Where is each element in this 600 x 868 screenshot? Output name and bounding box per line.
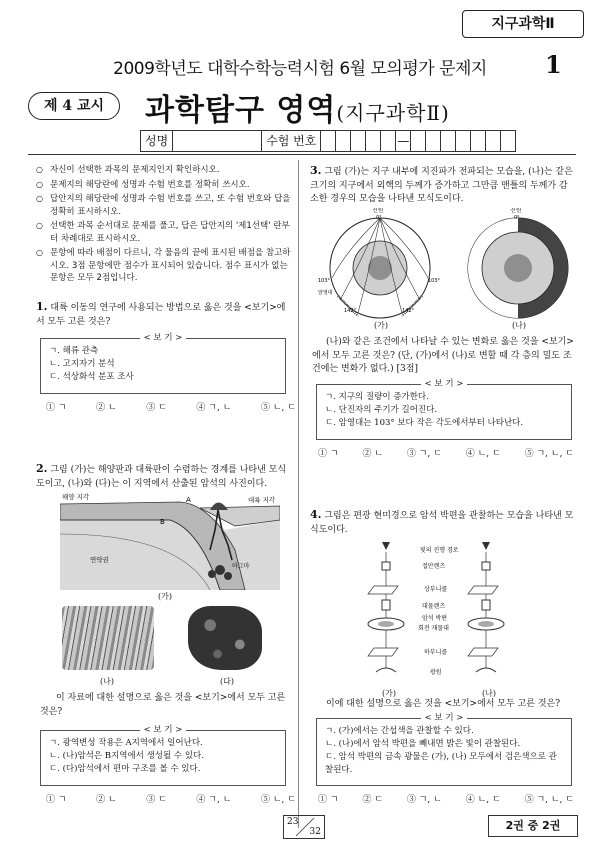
bogi-item: ㄱ. (가)에서는 간섭색을 관찰할 수 있다. [325,726,474,736]
exam-number-label: 수험 번호 [262,131,321,151]
notice-item: ○ 문제지의 해당란에 성명과 수험 번호를 정확히 쓰시오. [36,179,294,192]
question-number: 1. [36,300,48,313]
label-shadow-zone: 암영대 [318,290,333,296]
subject-tag: 지구과학Ⅱ [462,10,584,38]
figure-caption: (나) [100,677,114,686]
label-142-left: 142° [344,308,357,314]
bogi-box [40,333,286,394]
figure-caption: (나) [512,321,526,330]
column-divider [298,160,299,828]
rock-photo-gneiss [62,606,154,670]
question-number: 4. [310,508,322,521]
bogi-title: < 보 기 > [140,725,187,735]
rock-photo-basalt [188,606,262,670]
choice[interactable]: ② ㄴ [96,795,117,805]
choice[interactable]: ② ㄴ [362,449,383,459]
main-title-text: 과학탐구 영역 [145,93,337,128]
choice[interactable]: ④ ㄴ, ㄷ [465,449,501,459]
label-103-right: 103° [428,278,441,284]
name-and-number-row [140,130,516,152]
bogi-item: ㄱ. 지구의 질량이 증가한다. [325,392,429,402]
question-4 [310,508,574,537]
bogi-item: ㄷ. 암영대는 103° 보다 작은 각도에서부터 나타난다. [325,418,524,428]
choice[interactable]: ① ㄱ [46,795,67,805]
label-objective: 대물렌즈 [422,603,446,610]
main-title [145,85,450,129]
label-continent-crust: 대륙 지각 [248,496,276,504]
subduction-diagram [60,490,280,590]
label-zero-degree: 0° [376,215,382,221]
label-eyepiece: 접안렌즈 [422,563,446,570]
choice[interactable]: ④ ㄴ, ㄷ [465,795,501,805]
label-upper-nicol: 상부니콜 [424,586,448,593]
choice[interactable]: ① ㄱ [318,795,339,805]
figure-caption: (가) [374,321,388,330]
page-number: 1 [545,50,562,79]
number-box [441,131,456,151]
period-badge: 제 4 교시 [28,92,120,120]
choice[interactable]: ③ ㄷ [146,403,167,413]
notice-item: ○ 답안지의 해당란에 성명과 수험 번호를 쓰고, 또 수험 번호와 답을 정확히 표시하시오. [36,193,294,218]
figure-caption: (다) [220,677,234,686]
bogi-box [316,713,572,786]
answer-choices [318,446,574,459]
question-text: 이에 대한 설명으로 옳은 것을 <보기>에서 모두 고른 것은? [326,699,561,709]
number-box [336,131,351,151]
bogi-box [40,725,286,786]
choice[interactable]: ④ ㄱ, ㄴ [196,403,232,413]
label-lower-nicol: 하부니콜 [424,649,448,656]
question-text: (나)와 같은 조건에서 나타날 수 있는 변화로 옳은 것을 <보기>에서 모두 고른 것은? (단, (가)에서 (나)로 변할 때 각 층의 밀도 조건에는 변화가 없다.) [3점] [312,337,574,374]
bogi-item: ㄴ. 단진자의 주기가 길어진다. [325,405,438,415]
choice[interactable]: ⑤ ㄱ, ㄴ, ㄷ [524,449,574,459]
label-a: A [186,496,191,504]
choice[interactable]: ⑤ ㄴ, ㄷ [260,403,296,413]
number-dash: — [396,131,411,151]
main-title-sub: (지구과학Ⅱ) [336,101,450,125]
label-stage: 회전 재물대 [418,625,449,632]
number-box [321,131,336,151]
bogi-item: ㄷ. 석상화석 분포 조사 [49,372,134,382]
figure-caption: (나) [482,689,496,698]
label-epicenter: 진원 [510,208,522,214]
number-box [351,131,366,151]
bogi-item: ㄱ. 해류 관측 [49,346,99,356]
question-1 [36,300,292,329]
label-103-left: 103° [318,278,331,284]
question-number: 3. [310,164,322,177]
answer-choices [46,400,296,413]
choice[interactable]: ① ㄱ [318,449,339,459]
figure-caption: (가) [158,592,172,601]
number-box [486,131,501,151]
choice[interactable]: ③ ㄱ, ㄴ [406,795,442,805]
choice[interactable]: ① ㄱ [46,403,67,413]
name-field [173,131,262,151]
question-text: 대륙 이동의 연구에 사용되는 방법으로 옳은 것을 <보기>에서 모두 고른 것은? [36,303,286,327]
bogi-title: < 보 기 > [421,713,468,723]
choice[interactable]: ② ㄷ [362,795,383,805]
bogi-item: ㄴ. (나)암석은 B지역에서 생성될 수 있다. [49,751,204,761]
exam-title: 2009학년도 대학수학능력시험 6월 모의평가 문제지 [113,59,487,79]
footer-page-box [283,815,325,839]
seismic-wave-diagram [318,208,574,326]
notice-item: ○ 자신이 선택한 과목의 문제지인지 확인하시오. [36,164,294,177]
choice[interactable]: ③ ㄱ, ㄷ [406,449,442,459]
bogi-item: ㄷ. (다)암석에서 편마 구조를 볼 수 있다. [49,764,201,774]
number-box [501,131,515,151]
bogi-item: ㄴ. 고지자기 분석 [49,359,115,369]
choice[interactable]: ③ ㄷ [146,795,167,805]
question-text: 그림 (가)는 지구 내부에 지진파가 전파되는 모습을, (나)는 같은 크기의 지구에서 외핵의 두께가 증가하고 그만큼 맨틀의 두께가 감소한 경우의 모습을 나타낸 모식도이다. [310,167,573,204]
question-number: 2. [36,462,48,475]
answer-choices [46,792,296,805]
bogi-title: < 보 기 > [421,379,468,389]
number-box [366,131,381,151]
bogi-box [316,379,572,440]
footer-page-current: 23 [287,817,299,827]
footer-page-total: 32 [309,827,321,837]
question-2 [36,462,292,491]
label-rock-slide: 암석 박편 [422,615,448,622]
label-epicenter: 진원 [372,208,384,214]
bogi-title: < 보 기 > [140,333,187,343]
choice[interactable]: ② ㄴ [96,403,117,413]
number-box [456,131,471,151]
figure-caption: (가) [382,689,396,698]
choice[interactable]: ④ ㄱ, ㄴ [196,795,232,805]
question-3 [310,164,574,207]
question-text: 이 자료에 대한 설명으로 옳은 것을 <보기>에서 모두 고른 것은? [40,693,286,717]
label-mantle: 연약권 [90,556,109,564]
number-box [471,131,486,151]
bogi-item: ㄷ. 암석 박편의 금속 광물은 (가), (나) 모두에서 검은색으로 관찰된다. [325,752,557,775]
answer-choices [318,792,574,805]
bogi-item: ㄴ. (나)에서 암석 박편을 빼내면 밝은 빛이 관찰된다. [325,739,521,749]
label-142-right: 142° [402,308,415,314]
notice-item: ○ 문항에 따라 배점이 다르니, 각 물음의 끝에 표시된 배점을 참고하시오. 3점 문항에만 점수가 표시되어 있습니다. 점수 표시가 없는 문항은 모두 2점입니다. [36,247,294,285]
header-rule [28,154,576,155]
footer-volume: 2권 중 2권 [488,815,578,837]
question-text: 그림 (가)는 해양판과 대륙판이 수렴하는 경계를 나타낸 모식도이고, (나)와 (다)는 이 지역에서 산출된 암석의 사진이다. [36,465,287,489]
label-b: B [160,518,165,526]
number-box [381,131,396,151]
number-box [411,131,426,151]
polarizing-microscope-diagram [360,538,540,688]
choice[interactable]: ⑤ ㄱ, ㄴ, ㄷ [524,795,574,805]
label-ocean-crust: 해양 지각 [62,493,90,501]
choice[interactable]: ⑤ ㄴ, ㄷ [260,795,296,805]
label-zero-degree: 0° [514,215,520,221]
bogi-item: ㄱ. 광역변성 작용은 A지역에서 일어난다. [49,738,203,748]
label-light-source: 광원 [430,669,442,676]
notice-list [36,164,294,287]
question-text: 그림은 편광 현미경으로 암석 박편을 관찰하는 모습을 나타낸 모식도이다. [310,511,574,535]
notice-item: ○ 선택한 과목 순서대로 문제를 풀고, 답은 답안지의 '제1선택' 란부터 차례대로 표시하시오. [36,220,294,245]
label-magma: 마그마 [232,563,250,570]
label-light-path: 빛의 진행 경로 [420,547,459,554]
number-box [426,131,441,151]
name-label: 성명 [141,131,173,151]
